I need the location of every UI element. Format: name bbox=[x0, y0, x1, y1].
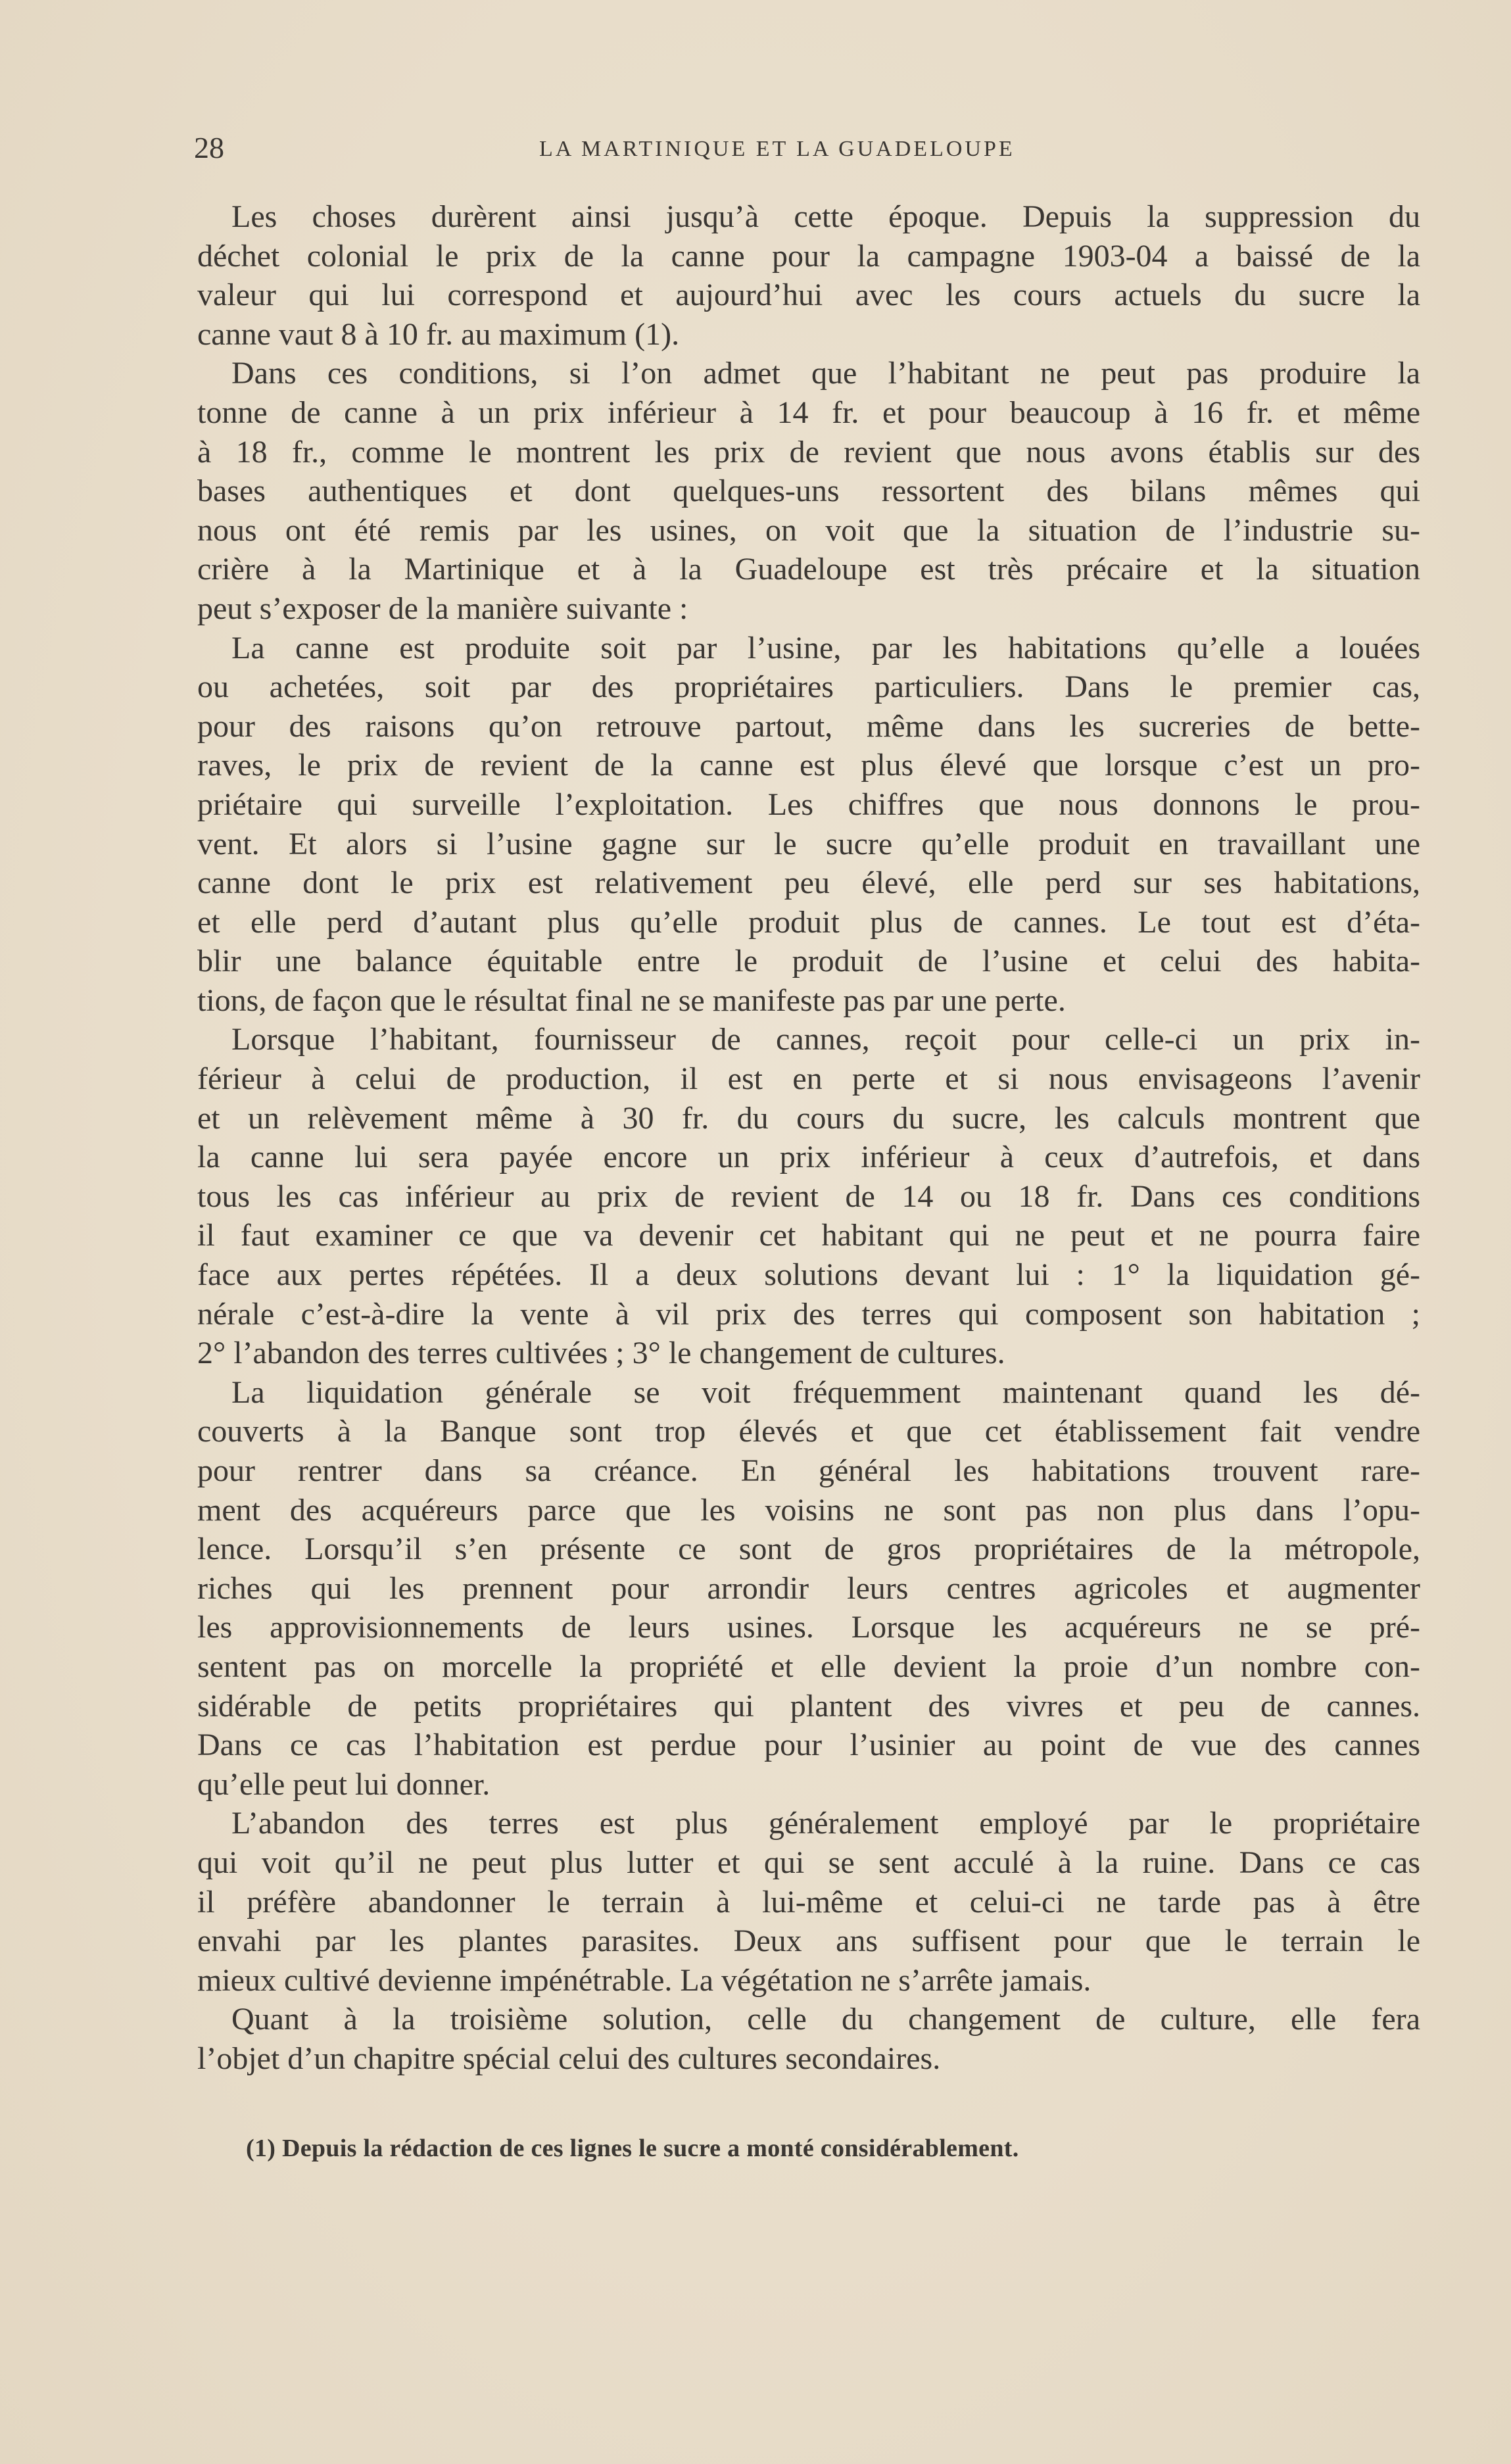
body-text bbox=[197, 197, 1420, 2079]
text-line: face aux pertes répétées. Il a deux solutions devant lui : 1° la liquidation gé- bbox=[197, 1257, 1420, 1293]
text-line: les approvisionnements de leurs usines. Lorsque les acquéreurs ne se pré- bbox=[197, 1610, 1420, 1645]
text-line: La liquidation générale se voit fréquemment maintenant quand les dé- bbox=[231, 1374, 1420, 1410]
text-line: à 18 fr., comme le montrent les prix de revient que nous avons établis sur des bbox=[197, 434, 1420, 470]
text-line: Dans ces conditions, si l’on admet que l’habitant ne peut pas produire la bbox=[231, 356, 1420, 391]
text-line: nous ont été remis par les usines, on voit que la situation de l’industrie su- bbox=[197, 512, 1420, 548]
text-line: pour rentrer dans sa créance. En général les habitations trouvent rare- bbox=[197, 1453, 1420, 1488]
text-line: férieur à celui de production, il est en perte et si nous envisageons l’avenir bbox=[197, 1061, 1420, 1097]
text-line: vent. Et alors si l’usine gagne sur le sucre qu’elle produit en travaillant une bbox=[197, 826, 1420, 861]
text-line: pour des raisons qu’on retrouve partout, même dans les sucreries de bette- bbox=[197, 708, 1420, 744]
text-line: ou achetées, soit par des propriétaires particuliers. Dans le premier cas, bbox=[197, 669, 1420, 705]
text-line: ment des acquéreurs parce que les voisins ne sont pas non plus dans l’opu- bbox=[197, 1492, 1420, 1528]
text-line: mieux cultivé devienne impénétrable. La végétation ne s’arrête jamais. bbox=[197, 1962, 1091, 1998]
text-line: valeur qui lui correspond et aujourd’hui avec les cours actuels du sucre la bbox=[197, 278, 1420, 313]
text-line: raves, le prix de revient de la canne est plus élevé que lorsque c’est un pro- bbox=[197, 748, 1420, 783]
text-line: riches qui les prennent pour arrondir leurs centres agricoles et augmenter bbox=[197, 1570, 1420, 1606]
text-line: Lorsque l’habitant, fournisseur de cannes, reçoit pour celle-ci un prix in- bbox=[231, 1022, 1420, 1057]
text-line: Dans ce cas l’habitation est perdue pour l’usinier au point de vue des cannes bbox=[197, 1727, 1420, 1763]
text-line: L’abandon des terres est plus généralement employé par le propriétaire bbox=[231, 1806, 1420, 1841]
text-line: la canne lui sera payée encore un prix inférieur à ceux d’autrefois, et dans bbox=[197, 1140, 1420, 1175]
text-line: qu’elle peut lui donner. bbox=[197, 1766, 491, 1802]
page-number: 28 bbox=[194, 131, 224, 164]
text-line: l’objet d’un chapitre spécial celui des cultures secondaires. bbox=[197, 2041, 941, 2076]
text-line: déchet colonial le prix de la canne pour la campagne 1903-04 a baissé de la bbox=[197, 238, 1420, 274]
text-line: il préfère abandonner le terrain à lui-même et celui-ci ne tarde pas à être bbox=[197, 1884, 1420, 1920]
text-line: peut s’exposer de la manière suivante : bbox=[197, 591, 688, 626]
text-line: tous les cas inférieur au prix de revient de 14 ou 18 fr. Dans ces conditions bbox=[197, 1178, 1420, 1214]
text-line: priétaire qui surveille l’exploitation. Les chiffres que nous donnons le prou- bbox=[197, 786, 1420, 822]
text-line: Quant à la troisième solution, celle du changement de culture, elle fera bbox=[231, 2002, 1420, 2037]
text-line: couverts à la Banque sont trop élevés et que cet établissement fait vendre bbox=[197, 1414, 1420, 1449]
text-line: tonne de canne à un prix inférieur à 14 fr. et pour beaucoup à 16 fr. et même bbox=[197, 395, 1420, 430]
text-line: et elle perd d’autant plus qu’elle produit plus de cannes. Le tout est d’éta- bbox=[197, 904, 1420, 940]
text-line: sidérable de petits propriétaires qui plantent des vivres et peu de cannes. bbox=[197, 1688, 1420, 1724]
text-line: qui voit qu’il ne peut plus lutter et qui se sent acculé à la ruine. Dans ce cas bbox=[197, 1845, 1420, 1880]
text-line: 2° l’abandon des terres cultivées ; 3° le changement de cultures. bbox=[197, 1336, 1005, 1371]
text-line: bases authentiques et dont quelques-uns ressortent des bilans mêmes qui bbox=[197, 473, 1420, 509]
running-title: LA MARTINIQUE ET LA GUADELOUPE bbox=[539, 137, 1015, 161]
text-line: sentent pas on morcelle la propriété et elle devient la proie d’un nombre con- bbox=[197, 1649, 1420, 1684]
text-line: Les choses durèrent ainsi jusqu’à cette époque. Depuis la suppression du bbox=[231, 199, 1420, 234]
text-line: canne dont le prix est relativement peu élevé, elle perd sur ses habitations, bbox=[197, 865, 1420, 901]
text-line: blir une balance équitable entre le produit de l’usine et celui des habita- bbox=[197, 944, 1420, 979]
text-line: il faut examiner ce que va devenir cet habitant qui ne peut et ne pourra faire bbox=[197, 1218, 1420, 1253]
page-header bbox=[194, 130, 1417, 170]
text-line: envahi par les plantes parasites. Deux ans suffisent pour que le terrain le bbox=[197, 1923, 1420, 1959]
text-line: canne vaut 8 à 10 fr. au maximum (1). bbox=[197, 316, 680, 352]
text-line: La canne est produite soit par l’usine, par les habitations qu’elle a louées bbox=[231, 630, 1420, 665]
footnote: (1) Depuis la rédaction de ces lignes le sucre a monté considérablement. bbox=[246, 2135, 1019, 2162]
text-line: nérale c’est-à-dire la vente à vil prix des terres qui composent son habitation ; bbox=[197, 1296, 1420, 1332]
text-line: tions, de façon que le résultat final ne se manifeste pas par une perte. bbox=[197, 982, 1066, 1018]
text-line: lence. Lorsqu’il s’en présente ce sont de gros propriétaires de la métropole, bbox=[197, 1532, 1420, 1567]
text-line: et un relèvement même à 30 fr. du cours du sucre, les calculs montrent que bbox=[197, 1100, 1420, 1136]
text-line: crière à la Martinique et à la Guadeloupe est très précaire et la situation bbox=[197, 552, 1420, 587]
